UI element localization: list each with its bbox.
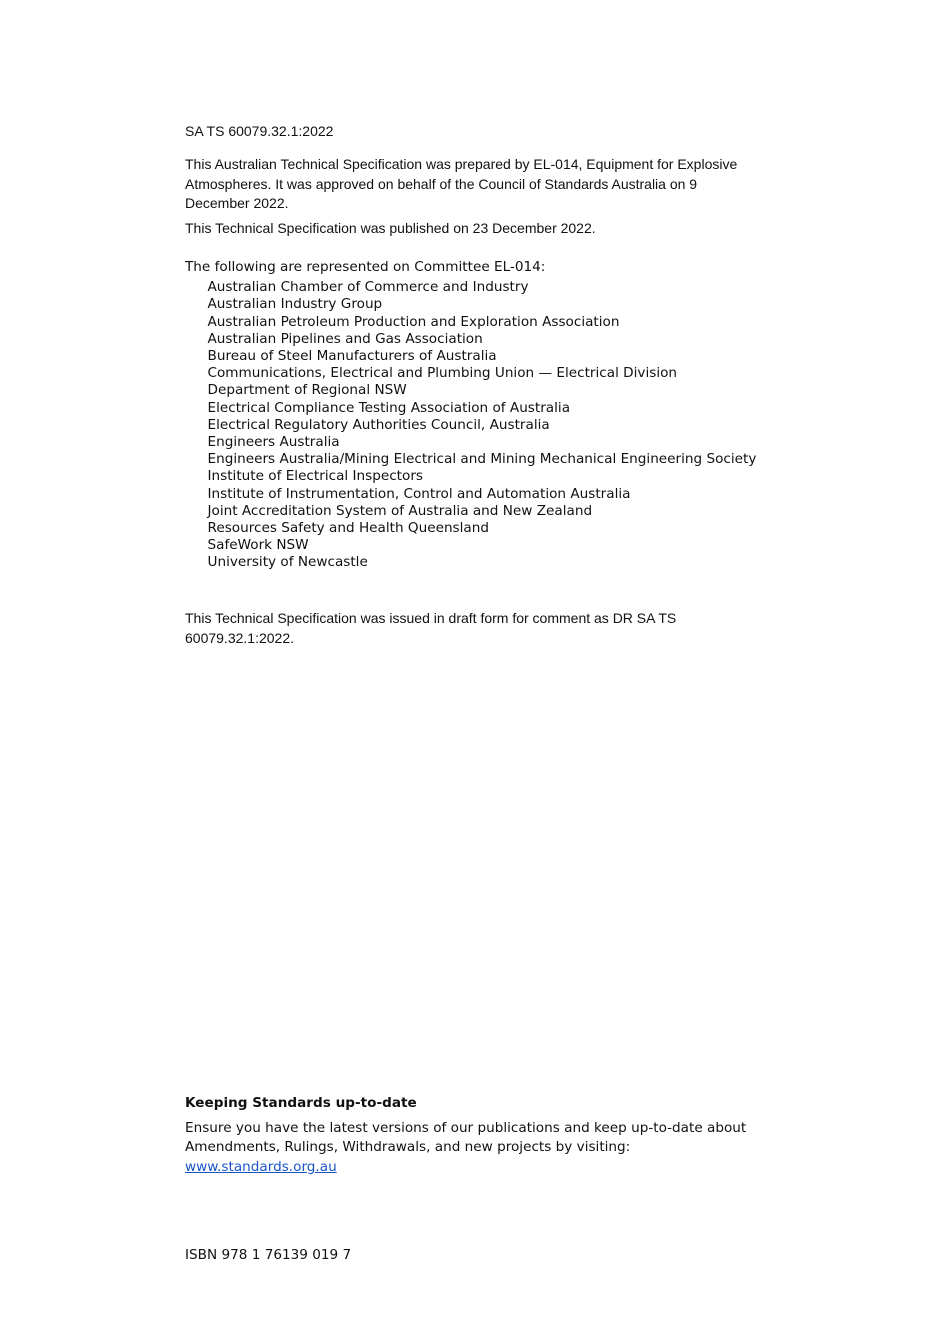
standards-website-link[interactable]: www.standards.org.au	[185, 1158, 337, 1175]
committee-member: Electrical Compliance Testing Association of Australia	[207, 399, 571, 416]
committee-member: Engineers Australia/Mining Electrical and Mining Mechanical Engineering Society	[207, 451, 757, 468]
update-paragraph	[185, 1119, 775, 1178]
committee-member: Joint Accreditation System of Australia and New Zealand	[207, 502, 593, 519]
committee-section	[185, 259, 805, 572]
committee-member: Department of Regional NSW	[207, 382, 407, 399]
draft-statement: This Technical Specification was issued in draft form for comment as DR SA TS 60079.32.1:2022.	[185, 610, 677, 646]
committee-member: University of Newcastle	[207, 554, 368, 571]
update-text: Ensure you have the latest versions of our publications and keep up-to-date about Amendments, Rulings, Withdrawals, and new projects by visiting:	[185, 1119, 747, 1155]
committee-member: Australian Industry Group	[207, 296, 383, 313]
preparation-statement: This Australian Technical Specification was prepared by EL-014, Equipment for Explosive Atmospheres. It was approved on behalf of the Council of Standards Australia on 9 December 2022.	[185, 156, 738, 211]
committee-member: Institute of Instrumentation, Control and Automation Australia	[207, 485, 631, 502]
committee-member: SafeWork NSW	[207, 537, 309, 554]
committee-member: Engineers Australia	[207, 434, 340, 451]
standard-identifier: SA TS 60079.32.1:2022	[185, 123, 334, 139]
standards-update-section	[185, 1094, 775, 1177]
committee-member: Australian Petroleum Production and Exploration Association	[207, 313, 620, 330]
update-heading: Keeping Standards up-to-date	[185, 1095, 417, 1111]
committee-member: Electrical Regulatory Authorities Council, Australia	[207, 416, 550, 433]
committee-member: Communications, Electrical and Plumbing Union — Electrical Division	[207, 365, 678, 382]
committee-member: Institute of Electrical Inspectors	[207, 468, 423, 485]
publication-statement: This Technical Specification was published on 23 December 2022.	[185, 220, 596, 236]
committee-member: Bureau of Steel Manufacturers of Australia	[207, 348, 497, 365]
committee-member: Australian Chamber of Commerce and Industry	[207, 279, 529, 296]
committee-member: Resources Safety and Health Queensland	[207, 520, 489, 537]
committee-member: Australian Pipelines and Gas Association	[207, 330, 483, 347]
committee-intro: The following are represented on Committee EL-014:	[185, 259, 546, 275]
isbn-number: ISBN 978 1 76139 019 7	[185, 1247, 352, 1263]
committee-member-list	[185, 279, 805, 571]
